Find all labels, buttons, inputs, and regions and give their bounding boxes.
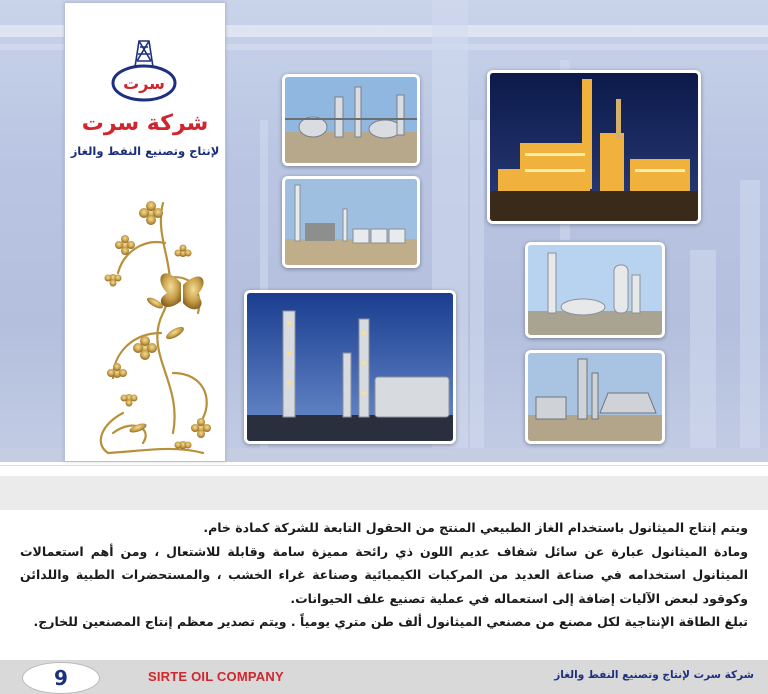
- plant-photo-1: [282, 74, 420, 166]
- company-subtitle: لإنتاج وتصنيع النفط والغاز: [70, 144, 220, 158]
- plant-photo-3: [487, 70, 701, 224]
- floral-ornament: [83, 183, 223, 463]
- plant-photo-6: [244, 290, 456, 444]
- page-footer: [0, 660, 768, 694]
- logo-text: سرت: [123, 74, 165, 93]
- page-number: 9: [22, 662, 100, 694]
- paragraph: تبلغ الطاقة الإنتاجية لكل مصنع من مصنعي الميثانول ألف طن متري يومياً . ويتم تصدير معظم إنتاج المصنعين للخارج.: [33, 614, 748, 629]
- footer-company-en: SIRTE OIL COMPANY: [148, 669, 284, 684]
- brand-panel: [64, 2, 226, 462]
- gray-band: [0, 476, 768, 510]
- footer-company-ar: شركة سرت لإنتاج وتصنيع النفط والغاز: [554, 669, 754, 681]
- ghost-tower: [470, 120, 484, 462]
- divider-line: [0, 465, 768, 466]
- paragraph: ومادة الميثانول عبارة عن سائل شفاف عديم اللون ذي رائحة مميزة سامة وقابلة للاشتعال ، ومن أهم استعمالات الميثانول استخدامه في صناعة العديد من المركبات الكيميائية وصناعة غراء الخشب ، والمستحضرات الطبية واللدائن وكوقود لبعض الآليات إضافة إلى استعماله في عملية تصنيع علف الحيوانات.: [20, 543, 748, 606]
- company-logo: [109, 37, 179, 103]
- article-body: [20, 516, 748, 634]
- ghost-tower: [690, 250, 716, 462]
- company-name: شركة سرت: [81, 111, 209, 136]
- paragraph: ويتم إنتاج الميثانول باستخدام الغاز الطبيعي المنتج من الحقول التابعة للشركة كمادة خام.: [203, 520, 748, 535]
- plant-photo-2: [282, 176, 420, 268]
- ghost-tower: [740, 180, 760, 462]
- plant-photo-4: [525, 242, 665, 338]
- derrick-icon: [135, 41, 153, 67]
- plant-photo-5: [525, 350, 665, 444]
